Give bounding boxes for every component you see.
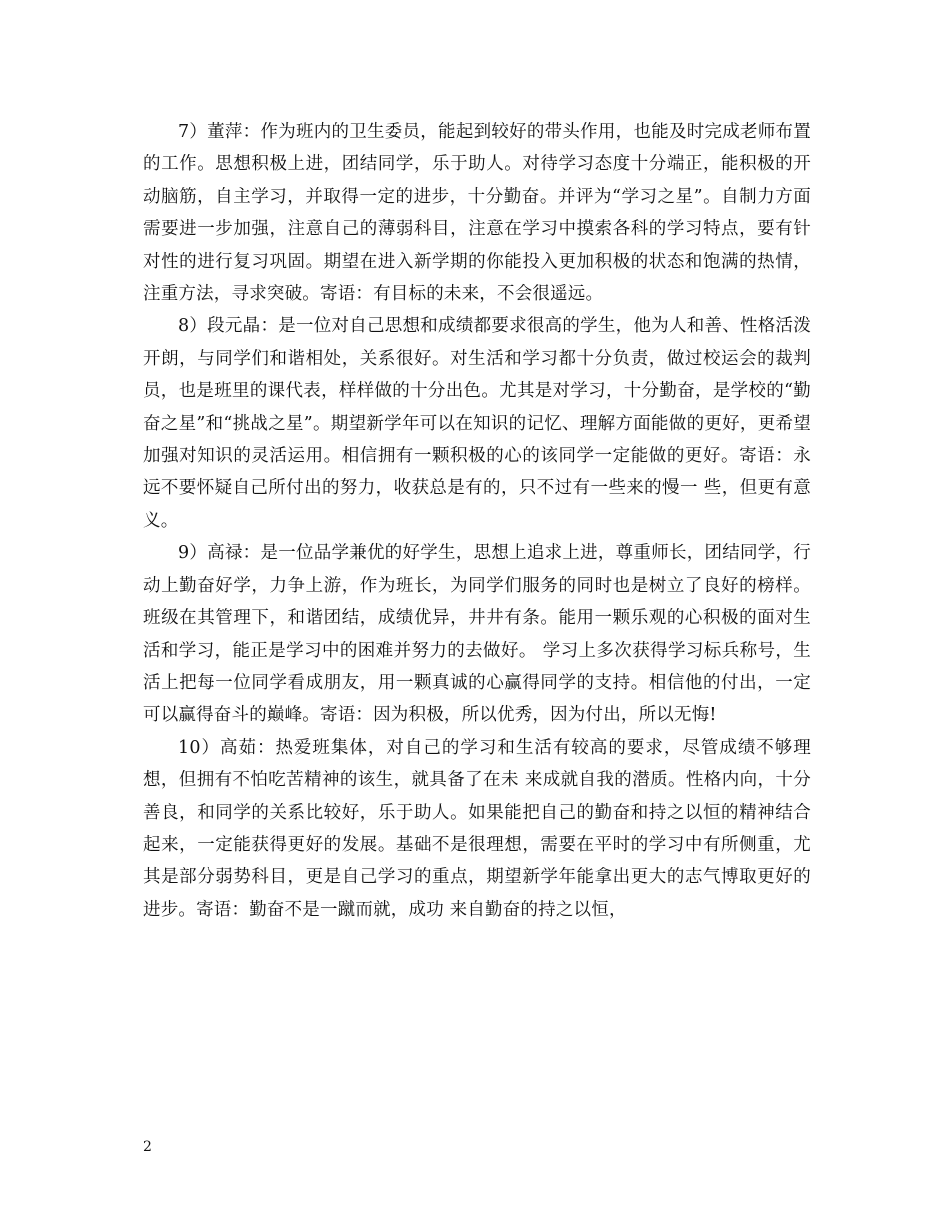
paragraph-10-gao-ru: 10）高茹：热爱班集体，对自己的学习和生活有较高的要求，尽管成绩不够理想，但拥有不怕吃苦精神的该生，就具备了在未 来成就自我的潜质。性格内向，十分善良，和同学的关系比较好，乐于助人。如果能把自己的勤奋和持之以恒的精神结合起来，一定能获得更好的发展。基础不是很理想，需要在平时的学习中有所侧重，尤其是部分弱势科目，更是自己学习的重点，期望新学年能拿出更大的志气博取更好的进步。寄语：勤奋不是一蹴而就，成功 来自勤奋的持之以恒， [143,737,811,920]
paragraph-8-duan-yuanjing: 8）段元晶：是一位对自己思想和成绩都要求很高的学生，他为人和善、性格活泼开朗，与同学们和谐相处，关系很好。对生活和学习都十分负责，做过校运会的裁判员，也是班里的课代表，样样做的十分出色。尤其是对学习，十分勤奋，是学校的“勤奋之星”和“挑战之星”。期望新学年可以在知识的记忆、理解方面能做的更好，更希望加强对知识的灵活运用。相信拥有一颗积极的心的该同学一定能做的更好。寄语：永远不要怀疑自己所付出的努力，收获总是有的，只不过有一些来的慢一 些，但更有意义。 [143,316,811,531]
page-number: 2 [143,1139,152,1155]
paragraph-7-dong-ping: 7）董萍：作为班内的卫生委员，能起到较好的带头作用，也能及时完成老师布置的工作。思想积极上进，团结同学，乐于助人。对待学习态度十分端正，能积极的开动脑筋，自主学习，并取得一定的进步，十分勤奋。并评为“学习之星”。自制力方面需要进一步加强，注意自己的薄弱科目，注意在学习中摸索各科的学习特点，要有针对性的进行复习巩固。期望在进入新学期的你能投入更加积极的状态和饱满的热情，注重方法，寻求突破。寄语：有目标的未来，不会很遥远。 [143,122,811,305]
body-text [143,116,811,926]
paragraph-9-gao-lu: 9）高禄：是一位品学兼优的好学生，思想上追求上进，尊重师长，团结同学，行动上勤奋好学，力争上游，作为班长，为同学们服务的同时也是树立了良好的榜样。班级在其管理下，和谐团结，成绩优异，井井有条。能用一颗乐观的心积极的面对生活和学习，能正是学习中的困难并努力的去做好。 学习上多次获得学习标兵称号，生活上把每一位同学看成朋友，用一颗真诚的心赢得同学的支持。相信他的付出，一定可以赢得奋斗的巅峰。寄语：因为积极，所以优秀，因为付出，所以无悔! [143,543,811,726]
